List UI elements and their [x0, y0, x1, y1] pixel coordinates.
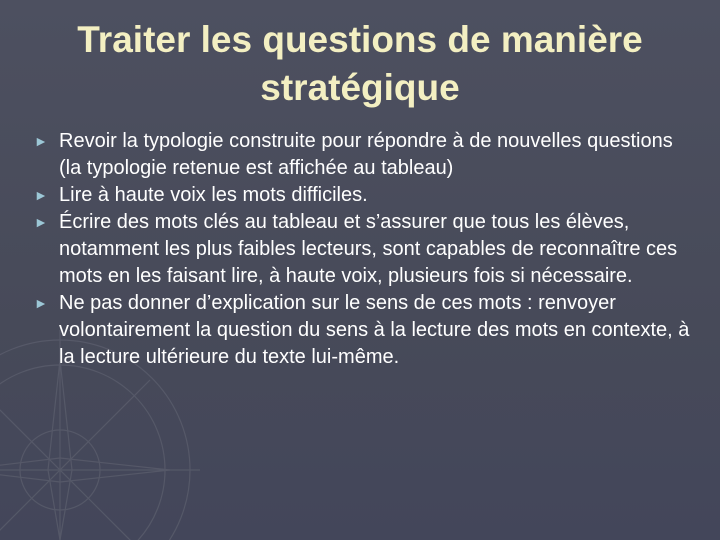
bullet-item	[34, 290, 694, 371]
bullet-list	[34, 128, 694, 371]
bullet-text: Écrire des mots clés au tableau et s’assurer que tous les élèves, notamment les plus faibles lecteurs, sont capables de reconnaître ces mots en les faisant lire, à haute voix, plusieurs fois si nécessaire.	[59, 211, 678, 287]
bullet-item	[34, 209, 694, 290]
bullet-text: Ne pas donner d’explication sur le sens de ces mots : renvoyer volontairement la question du sens à la lecture des mots en contexte, à la lecture ultérieure du texte lui-même.	[59, 292, 690, 368]
bullet-item	[34, 128, 694, 182]
bullet-text: Revoir la typologie construite pour répondre à de nouvelles questions (la typologie retenue est affichée au tableau)	[59, 130, 673, 179]
bullet-text: Lire à haute voix les mots difficiles.	[59, 184, 368, 206]
bullet-arrow-icon: ►	[34, 295, 48, 311]
bullet-arrow-icon: ►	[34, 133, 48, 149]
bullet-item	[34, 182, 694, 209]
bullet-arrow-icon: ►	[34, 187, 48, 203]
bullet-arrow-icon: ►	[34, 214, 48, 230]
slide-title: Traiter les questions de manière stratégique	[77, 19, 643, 108]
